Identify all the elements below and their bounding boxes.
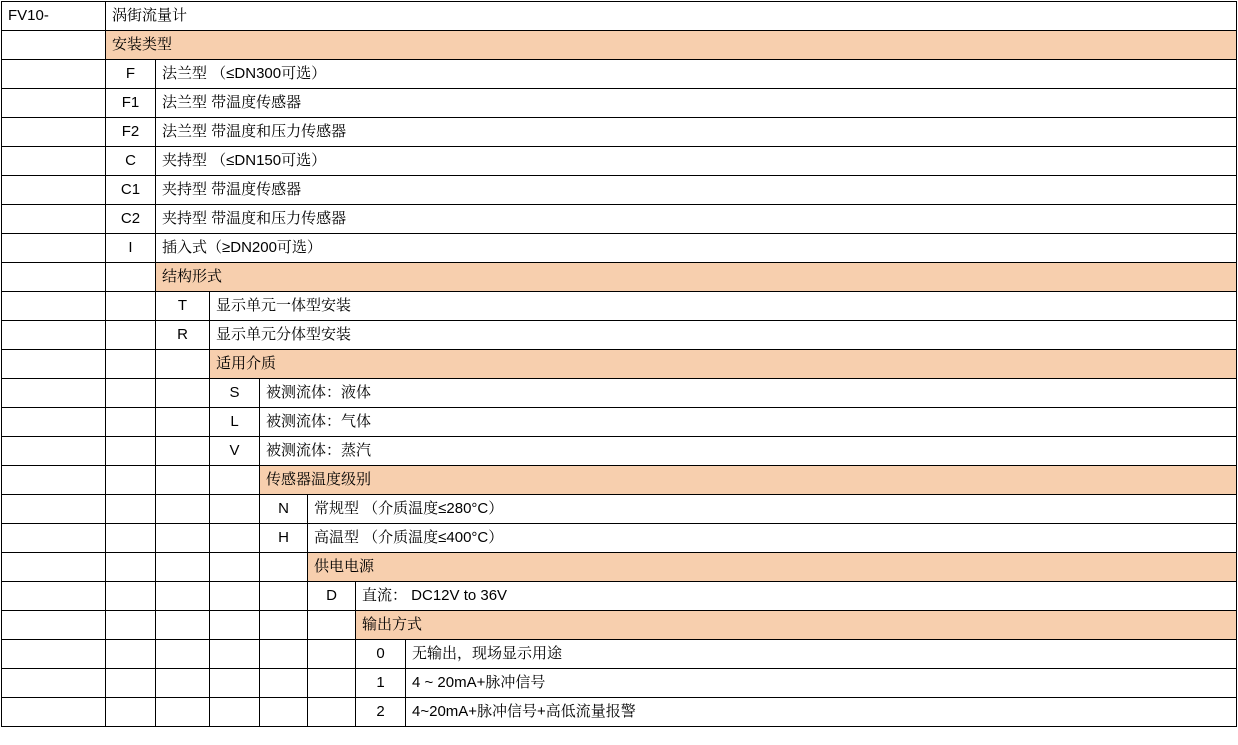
spacer-cell <box>106 379 156 408</box>
spacer-cell <box>156 669 210 698</box>
spacer-cell <box>210 466 260 495</box>
section-title-temp-class: 传感器温度级别 <box>260 466 1237 495</box>
spacer-cell <box>2 263 106 292</box>
section-header-output-type <box>2 611 1237 640</box>
spacer-cell <box>156 640 210 669</box>
spacer-cell <box>260 698 308 727</box>
spacer-cell <box>106 669 156 698</box>
spacer-cell <box>156 466 210 495</box>
spacer-cell <box>210 640 260 669</box>
option-desc: 高温型 （介质温度≤400°C） <box>308 524 1237 553</box>
spacer-cell <box>210 698 260 727</box>
spacer-cell <box>106 292 156 321</box>
spacer-cell <box>210 524 260 553</box>
table-row <box>2 118 1237 147</box>
section-title-power-supply: 供电电源 <box>308 553 1237 582</box>
spacer-cell <box>2 60 106 89</box>
option-code: 0 <box>356 640 406 669</box>
table-row <box>2 524 1237 553</box>
option-desc: 被测流体：蒸汽 <box>260 437 1237 466</box>
spacer-cell <box>156 611 210 640</box>
table-row <box>2 147 1237 176</box>
spacer-cell <box>156 379 210 408</box>
spacer-cell <box>106 437 156 466</box>
table-row <box>2 205 1237 234</box>
option-code: T <box>156 292 210 321</box>
spacer-cell <box>106 611 156 640</box>
spacer-cell <box>106 640 156 669</box>
spacer-cell <box>2 495 106 524</box>
spacer-cell <box>2 31 106 60</box>
spacer-cell <box>260 611 308 640</box>
spacer-cell <box>106 495 156 524</box>
section-title-structure-type: 结构形式 <box>156 263 1237 292</box>
option-code: N <box>260 495 308 524</box>
option-desc: 直流： DC12V to 36V <box>356 582 1237 611</box>
model-prefix-cell: FV10- <box>2 2 106 31</box>
option-desc: 4~20mA+脉冲信号+高低流量报警 <box>406 698 1237 727</box>
section-header-structure-type <box>2 263 1237 292</box>
spacer-cell <box>308 611 356 640</box>
spacer-cell <box>106 466 156 495</box>
spacer-cell <box>106 408 156 437</box>
option-code: S <box>210 379 260 408</box>
table-row-title <box>2 2 1237 31</box>
spacer-cell <box>106 524 156 553</box>
spacer-cell <box>2 437 106 466</box>
spacer-cell <box>2 234 106 263</box>
option-desc: 被测流体：气体 <box>260 408 1237 437</box>
table-row <box>2 89 1237 118</box>
option-desc: 法兰型 （≤DN300可选） <box>156 60 1237 89</box>
product-name-cell: 涡街流量计 <box>106 2 1237 31</box>
model-code-table <box>1 1 1237 727</box>
option-desc: 夹持型 （≤DN150可选） <box>156 147 1237 176</box>
spacer-cell <box>260 640 308 669</box>
section-title-install-type: 安装类型 <box>106 31 1237 60</box>
spacer-cell <box>2 379 106 408</box>
spacer-cell <box>2 176 106 205</box>
spacer-cell <box>2 669 106 698</box>
spacer-cell <box>260 669 308 698</box>
option-code: C <box>106 147 156 176</box>
option-code: 1 <box>356 669 406 698</box>
table-row <box>2 321 1237 350</box>
spacer-cell <box>2 553 106 582</box>
spacer-cell <box>2 147 106 176</box>
option-code: 2 <box>356 698 406 727</box>
spacer-cell <box>2 611 106 640</box>
spacer-cell <box>156 524 210 553</box>
option-desc: 法兰型 带温度传感器 <box>156 89 1237 118</box>
spacer-cell <box>260 582 308 611</box>
option-code: I <box>106 234 156 263</box>
spacer-cell <box>2 350 106 379</box>
spacer-cell <box>308 669 356 698</box>
spacer-cell <box>156 582 210 611</box>
spacer-cell <box>2 524 106 553</box>
spacer-cell <box>210 669 260 698</box>
table-row <box>2 408 1237 437</box>
spacer-cell <box>2 118 106 147</box>
spacer-cell <box>106 553 156 582</box>
table-row <box>2 495 1237 524</box>
spacer-cell <box>210 553 260 582</box>
spacer-cell <box>2 408 106 437</box>
option-desc: 被测流体：液体 <box>260 379 1237 408</box>
spacer-cell <box>156 698 210 727</box>
spacer-cell <box>260 553 308 582</box>
option-desc: 夹持型 带温度传感器 <box>156 176 1237 205</box>
section-header-temp-class <box>2 466 1237 495</box>
spacer-cell <box>106 698 156 727</box>
table-row <box>2 176 1237 205</box>
section-title-output-type: 输出方式 <box>356 611 1237 640</box>
spacer-cell <box>308 698 356 727</box>
section-header-power-supply <box>2 553 1237 582</box>
spacer-cell <box>2 205 106 234</box>
option-desc: 4 ~ 20mA+脉冲信号 <box>406 669 1237 698</box>
option-desc: 常规型 （介质温度≤280°C） <box>308 495 1237 524</box>
spacer-cell <box>210 611 260 640</box>
spacer-cell <box>156 553 210 582</box>
table-row <box>2 669 1237 698</box>
option-code: F1 <box>106 89 156 118</box>
option-code: D <box>308 582 356 611</box>
option-code: F2 <box>106 118 156 147</box>
spacer-cell <box>2 292 106 321</box>
table-row <box>2 60 1237 89</box>
table-row <box>2 234 1237 263</box>
option-desc: 插入式（≥DN200可选） <box>156 234 1237 263</box>
option-desc: 夹持型 带温度和压力传感器 <box>156 205 1237 234</box>
section-header-install-type <box>2 31 1237 60</box>
table-row <box>2 582 1237 611</box>
spacer-cell <box>106 321 156 350</box>
option-code: C1 <box>106 176 156 205</box>
section-header-medium <box>2 350 1237 379</box>
option-code: C2 <box>106 205 156 234</box>
spacer-cell <box>2 89 106 118</box>
table-row <box>2 292 1237 321</box>
table-row <box>2 640 1237 669</box>
spacer-cell <box>2 640 106 669</box>
spacer-cell <box>156 408 210 437</box>
spacer-cell <box>156 437 210 466</box>
option-desc: 法兰型 带温度和压力传感器 <box>156 118 1237 147</box>
option-code: H <box>260 524 308 553</box>
option-code: V <box>210 437 260 466</box>
spacer-cell <box>106 582 156 611</box>
option-code: F <box>106 60 156 89</box>
table-row <box>2 379 1237 408</box>
spacer-cell <box>2 582 106 611</box>
spacer-cell <box>156 350 210 379</box>
spacer-cell <box>106 263 156 292</box>
spacer-cell <box>308 640 356 669</box>
spacer-cell <box>106 350 156 379</box>
spacer-cell <box>156 495 210 524</box>
option-code: R <box>156 321 210 350</box>
option-code: L <box>210 408 260 437</box>
table-row <box>2 698 1237 727</box>
spacer-cell <box>2 466 106 495</box>
option-desc: 显示单元一体型安装 <box>210 292 1237 321</box>
option-desc: 无输出，现场显示用途 <box>406 640 1237 669</box>
spacer-cell <box>2 698 106 727</box>
spacer-cell <box>210 582 260 611</box>
spacer-cell <box>2 321 106 350</box>
option-desc: 显示单元分体型安装 <box>210 321 1237 350</box>
table-body <box>2 2 1237 727</box>
section-title-medium: 适用介质 <box>210 350 1237 379</box>
spacer-cell <box>210 495 260 524</box>
table-row <box>2 437 1237 466</box>
